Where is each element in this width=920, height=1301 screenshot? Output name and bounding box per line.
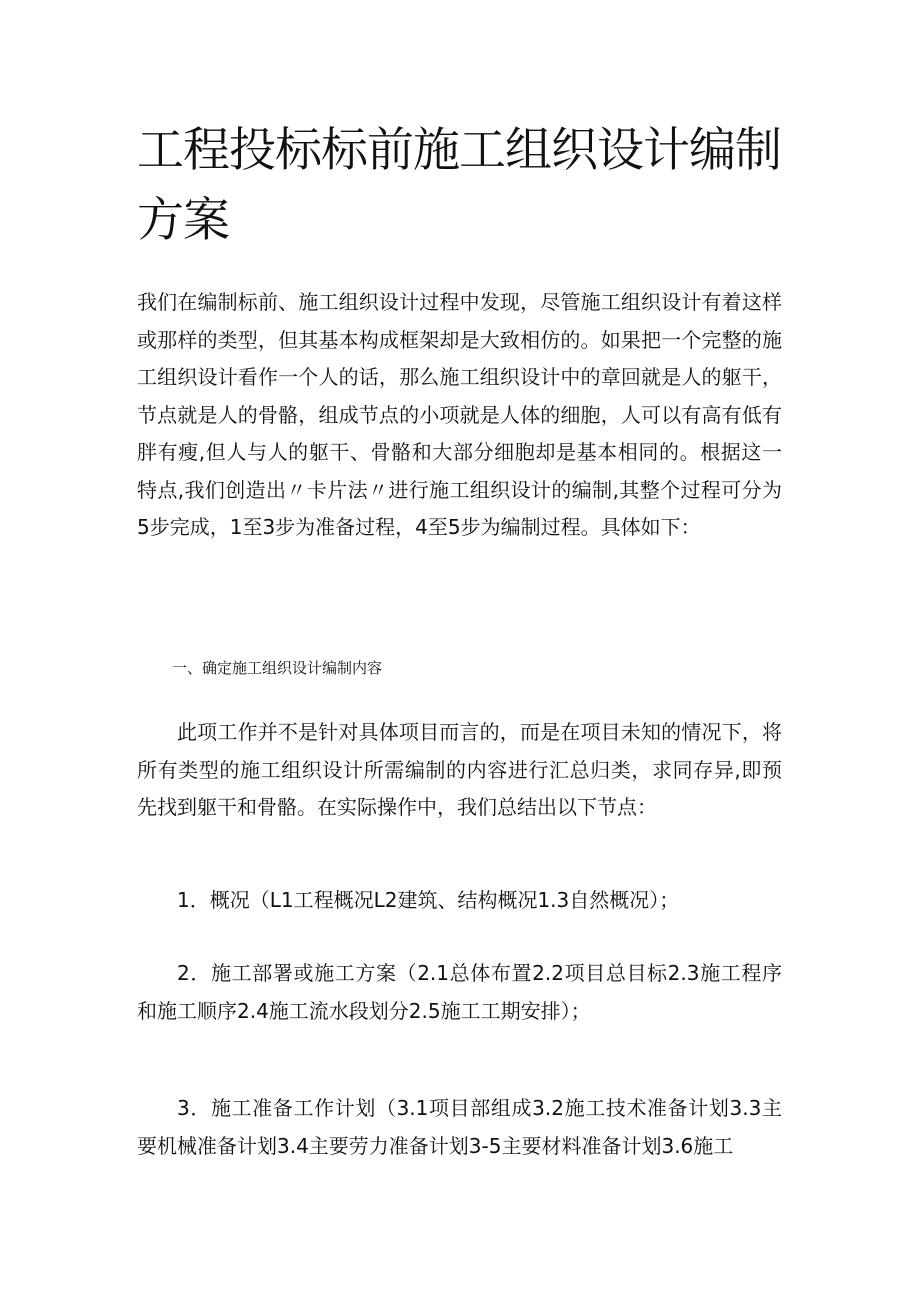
- section-body-paragraph: 此项工作并不是针对具体项目而言的，而是在项目未知的情况下，将所有类型的施工组织设计所需编制的内容进行汇总归类，求同存异,即预先找到躯干和骨骼。在实际操作中，我们总结出以下节点：: [137, 720, 782, 819]
- section-heading: 一、确定施工组织设计编制内容: [172, 659, 383, 677]
- list-item-overview: 1．概况（L1工程概况L2建筑、结构概况1.3自然概况）；: [177, 888, 680, 912]
- document-title: 工程投标标前施工组织设计编制方案: [137, 123, 781, 248]
- list-item-construction-plan: 2．施工部署或施工方案（2.1总体布置2.2项目总目标2.3施工程序和施工顺序2.4施工流水段划分2.5施工工期安排）；: [137, 961, 782, 1023]
- intro-paragraph: 我们在编制标前、施工组织设计过程中发现，尽管施工组织设计有着这样或那样的类型，但其基本构成框架却是大致相仿的。如果把一个完整的施工组织设计看作一个人的话，那么施工组织设计中的章回就是人的躯干，节点就是人的骨骼，组成节点的小项就是人体的细胞，人可以有高有低有胖有瘦,但人与人的躯干、骨骼和大部分细胞却是基本相同的。根据这一特点,我们创造出〃卡片法〃进行施工组织设计的编制,其整个过程可分为5步完成，1至3步为准备过程，4至5步为编制过程。具体如下：: [137, 290, 782, 539]
- list-item-preparation-plan: 3．施工准备工作计划（3.1项目部组成3.2施工技术准备计划3.3主要机械准备计划3.4主要劳力准备计划3-5主要材料准备计划3.6施工: [137, 1096, 782, 1158]
